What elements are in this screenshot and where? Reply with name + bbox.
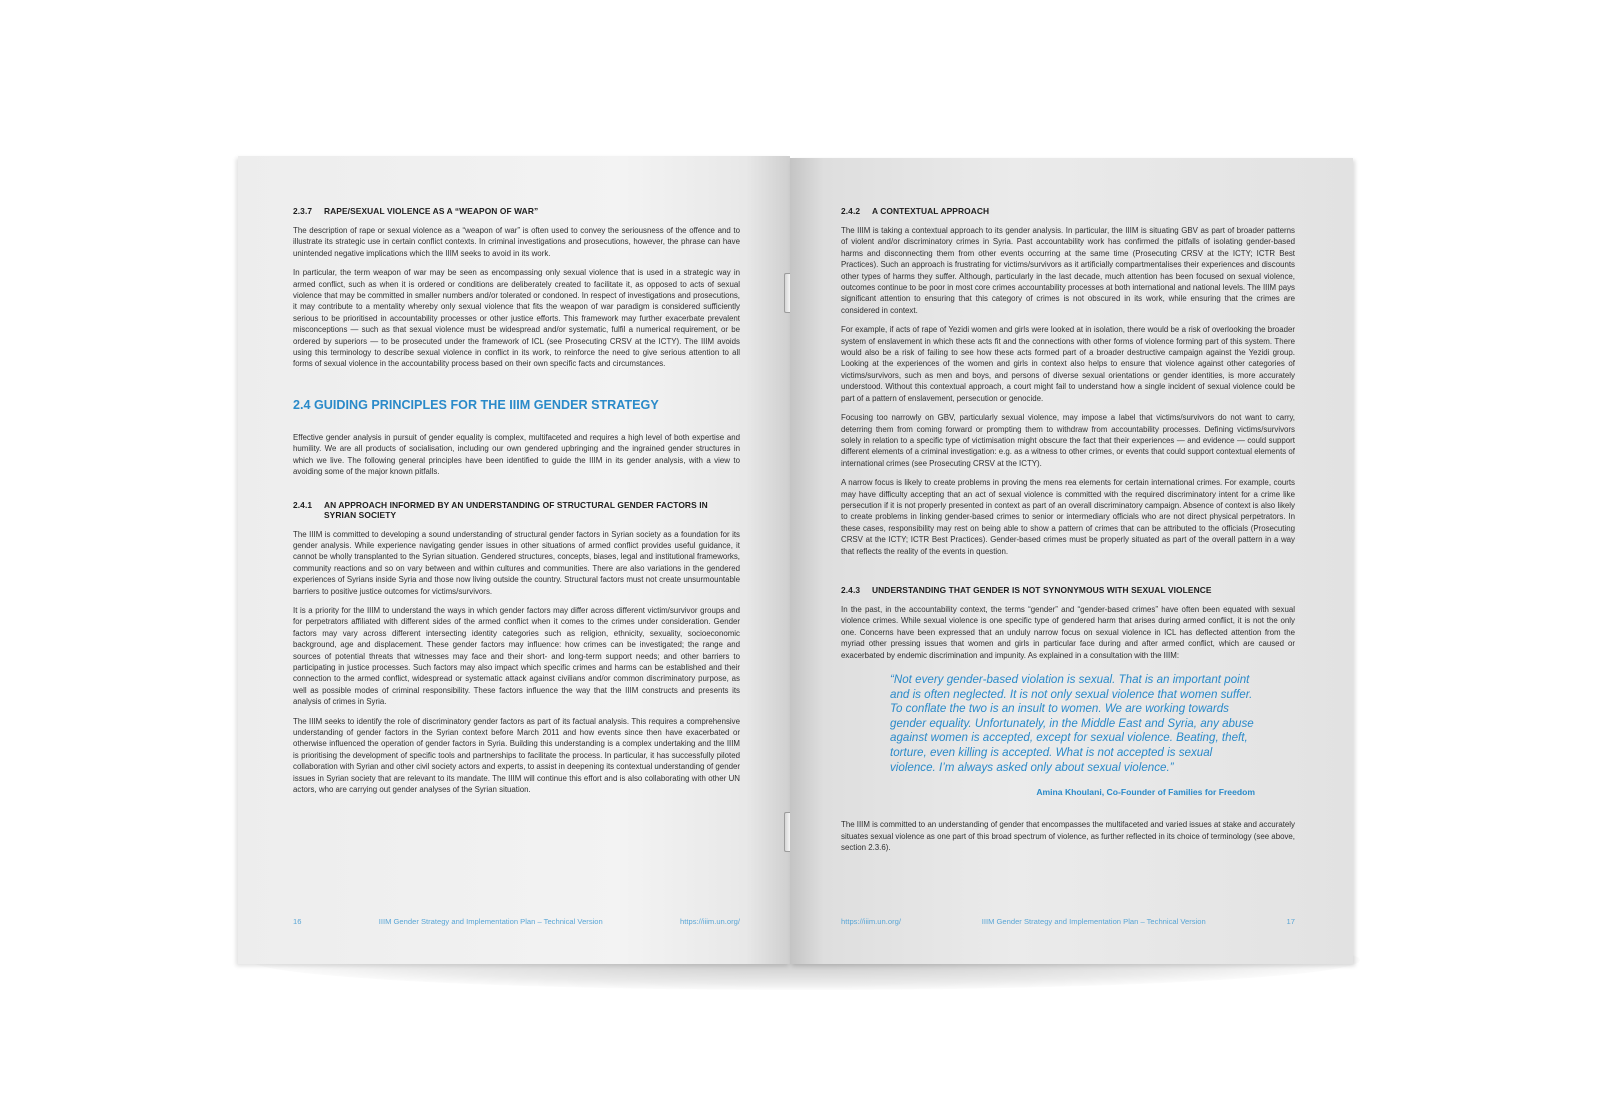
page-footer	[841, 917, 1295, 926]
section-number: 2.4.3	[841, 584, 861, 595]
paragraph: The IIIM is committed to developing a sound understanding of structural gender factors in Syrian society as a foundation for its gender analysis. While experience navigating gender issues in other situations of armed conflict provides useful guidance, it cannot be wholly transplanted to the Syrian situation. Gendered structures, concepts, biases, legal and institutional frameworks, community reactions and so on vary between and within cultures and communities. There are also variations in the gendered experiences of Syrians inside Syria and those now living outside the country. Structural factors must not create unsurmountable barriers to positive justice outcomes for victims/survivors.	[293, 529, 740, 596]
paragraph: The description of rape or sexual violence as a “weapon of war” is often used to convey the seriousness of the offence and to illustrate its strategic use in certain conflict contexts. In criminal investigations and prosecutions, however, the phrase can have unintended negative implications which the IIIM seeks to avoid in its work.	[293, 226, 740, 258]
page-footer	[293, 917, 740, 926]
paragraph: The IIIM is committed to an understanding of gender that encompasses the multifaceted and varied issues at stake and accurately situates sexual violence as one part of this broad spectrum of violence, as further reflected in its choice of terminology (see above, section 2.3.6).	[841, 820, 1295, 852]
staple	[784, 273, 790, 313]
staple	[784, 812, 790, 852]
section-title: RAPE/SEXUAL VIOLENCE AS A “WEAPON OF WAR”	[324, 206, 539, 216]
section-title: A CONTEXTUAL APPROACH	[872, 206, 990, 216]
paragraph: For example, if acts of rape of Yezidi women and girls were looked at in isolation, there would be a risk of overlooking the broader system of enslavement in which these acts fit and the connections with other forms of violence forming part of this system. There would also be a risk of failing to see how these acts formed part of a broader destructive campaign against the Yezidi group. Looking at the experiences of the women and girls in context also helps to ensure that violence against other categories of victims/survivors, such as men and boys, and persons of diverse sexual orientations or gender identities, is more accurately understood. Without this contextual approach, a court might fail to understand how a single incident of sexual violence could be part of a pattern of enslavement, persecution or genocide.	[841, 325, 1295, 403]
paragraph: The IIIM seeks to identify the role of discriminatory gender factors as part of its factual analysis. This requires a comprehensive understanding of gender factors in the Syrian context before March 2011 and how events since then have exacerbated or otherwise influenced the operation of gender factors in Syria. Building this understanding is a complex undertaking and the IIIM is prioritising the development of specific tools and partnerships to facilitate the process. In particular, it has successfully piloted collaboration with Syrian and other civil society actors and experts, to assist in deepening its contextual understanding of gender issues in Syrian society that are relevant to its mandate. The IIIM will continue this effort and is also collaborating with other UN actors, who are carrying out gender analyses of the Syrian situation.	[293, 716, 740, 795]
section-number: 2.4.1	[293, 499, 313, 510]
paragraph: In particular, the term weapon of war may be seen as encompassing only sexual violence that is used in a strategic way in armed conflict, such as when it is ordered or conditions are deliberately created to facilitate it, as opposed to acts of sexual violence that may be committed in smaller numbers and/or tolerated or condoned. In respect of investigations and prosecutions, it may contribute to a mentality whereby only sexual violence that fits the weapon of war paradigm is considered sufficiently serious to be prioritised in accountability processes or other justice efforts. This framework may further exacerbate prevalent misconceptions — such as that sexual violence must be widespread and/or systematic, fulfil a numerical requirement, or be ordered by superiors — to be prosecuted under the framework of ICL (see Prosecuting CRSV at the ICTY). The IIIM avoids using this terminology to describe sexual violence in conflict in its work, to reinforce the need to give serious attention to all forms of sexual violence in the accountability process based on their own specific facts and circumstances.	[293, 268, 740, 369]
paragraph: The IIIM is taking a contextual approach to its gender analysis. In particular, the IIIM is situating GBV as part of broader patterns of violent and/or discriminatory crimes in Syria. Past accountability work has confirmed the pitfalls of isolating gender-based harms and disconnecting them from other events occurring at the same time (Prosecuting CRSV at the ICTY; ICTR Best Practices). Such an approach is frustrating for victims/survivors as it artificially compartmentalises their experiences and discounts other types of harms they suffer. Although, particularly in the last decade, much attention has been focused on sexual violence, outcomes continue to be poor in most core crimes accountability processes at both international and national levels. The IIIM pays significant attention to ensuring that this category of crimes is not obscured in its work, while ensuring that the crimes are considered in context.	[841, 226, 1295, 315]
section-heading-2-4-1	[293, 500, 740, 520]
section-heading-2-4-3	[841, 585, 1295, 595]
quote-attribution: Amina Khoulani, Co-Founder of Families for Freedom	[1036, 787, 1255, 798]
section-heading-2-3-7	[293, 206, 740, 216]
paragraph: It is a priority for the IIIM to understand the ways in which gender factors may differ across different victim/survivor groups and for perpetrators affiliated with different sides of the armed conflict when it comes to the crimes under consideration. Gender factors may vary across different intersecting identity categories such as religion, ethnicity, sexuality, socioeconomic background, age and displacement. These gender factors may influence: how crimes can be investigated; the range and sources of potential threats that witnesses may face and their short- and long-term support needs; and other barriers to participating in justice processes. Such factors may also impact which specific crimes and harms can be established and their connection to the armed conflict, widespread or systematic attack against civilians and/or common discriminatory purpose, as well as possible modes of criminal responsibility. These factors influence the way that the IIIM constructs and presents its analysis of crimes in Syria.	[293, 605, 740, 707]
section-number: 2.3.7	[293, 206, 313, 216]
pull-quote: “Not every gender-based violation is sexual. That is an important point and is often neglected. It is not only sexual violence that women suffer. To conflate the two is an insult to women. We are working towards gender equality. Unfortunately, in the Middle East and Syria, any abuse against women is accepted, except for sexual violence. Beating, theft, torture, even killing is accepted. What is not accepted is sexual violence. I’m always asked only about sexual violence.”	[890, 673, 1254, 774]
section-title: AN APPROACH INFORMED BY AN UNDERSTANDING OF STRUCTURAL GENDER FACTORS IN SYRIAN SOCIETY	[324, 499, 708, 520]
paragraph: In the past, in the accountability context, the terms “gender” and “gender-based crimes” have often been equated with sexual violence crimes. While sexual violence is one specific type of gendered harm that arises during armed conflict, it is not the only one. Concerns have been expressed that an unduly narrow focus on sexual violence in ICL has deflected attention from the myriad other pressing issues that women and girls in particular face during and after armed conflict, which are caused or exacerbated by endemic discrimination and impunity. As explained in a consultation with the IIIM:	[841, 604, 1295, 660]
footer-url[interactable]: https://iiim.un.org/	[680, 917, 740, 926]
paragraph: Effective gender analysis in pursuit of gender equality is complex, multifaceted and requires a high level of both expertise and humility. We are all products of socialisation, including our own gendered upbringing and the ingrained gender structures in which we live. The following general principles have been identified to guide the IIIM in its gender analysis, with a view to avoiding some of the major known pitfalls.	[293, 432, 740, 477]
chapter-heading-2-4: 2.4 GUIDING PRINCIPLES FOR THE IIIM GENDER STRATEGY	[293, 397, 659, 412]
page-number: 16	[293, 917, 302, 926]
footer-title: IIIM Gender Strategy and Implementation Plan – Technical Version	[981, 917, 1206, 926]
paragraph: Focusing too narrowly on GBV, particularly sexual violence, may impose a label that victims/survivors do not want to carry, deterring them from coming forward or prompting them to withdraw from accountability processes. Defining victims/survivors solely in relation to a specific type of victimisation might obscure the fact that their experiences — and evidence — could support different elements of a criminal investigation: e.g. as a witness to other crimes, or events that could support contextual elements of international crimes (see Prosecuting CRSV at the ICTY).	[841, 413, 1295, 468]
section-heading-2-4-2	[841, 206, 1295, 216]
footer-title: IIIM Gender Strategy and Implementation Plan – Technical Version	[378, 917, 603, 926]
right-page	[790, 158, 1353, 964]
section-number: 2.4.2	[841, 206, 861, 216]
section-title: UNDERSTANDING THAT GENDER IS NOT SYNONYMOUS WITH SEXUAL VIOLENCE	[872, 584, 1212, 595]
page-number: 17	[1286, 917, 1295, 926]
footer-url[interactable]: https://iiim.un.org/	[841, 917, 901, 926]
left-page	[238, 156, 790, 964]
paragraph: A narrow focus is likely to create problems in proving the mens rea elements for certain international crimes. For example, courts may have difficulty accepting that an act of sexual violence is committed with the required discriminatory intent for a crime like persecution if it is not properly presented in context as part of an overall discriminatory campaign. Absence of context is also likely to create problems in linking gender-based crimes to senior or intermediary officials who are not direct physical perpetrators. In these cases, responsibility may rest on being able to show a pattern of crimes that can be attributed to the officials (Prosecuting CRSV at the ICTY; ICTR Best Practices). Gender-based crimes must be properly situated as part of the overall pattern in a way that reflects the reality of the events in question.	[841, 478, 1295, 556]
